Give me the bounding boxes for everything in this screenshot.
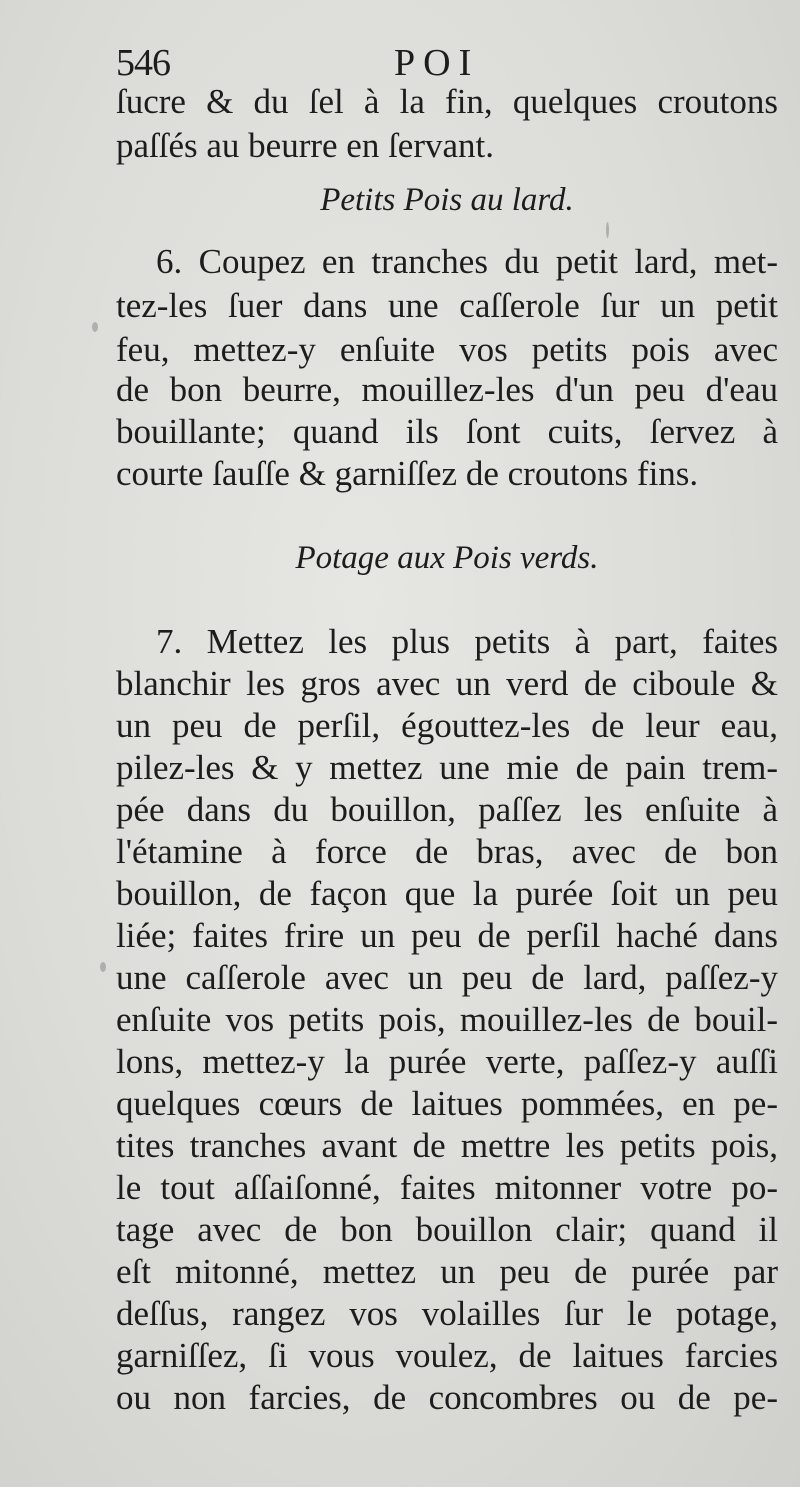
text-line: ſucre & du ſel à la fin, quelques croutons <box>116 82 778 121</box>
text-line: bouillante; quand ils ſont cuits, ſervez à <box>116 412 778 451</box>
text-line: pée dans du bouillon, paſſez les enſuite à <box>116 790 778 829</box>
section-heading-potage-aux-pois-verds: Potage aux Pois verds. <box>295 540 599 576</box>
text-line: courte ſauſſe & garniſſez de croutons fins. <box>116 454 699 493</box>
text-line: paſſés au beurre en ſervant. <box>116 126 495 165</box>
ink-speck <box>100 962 106 972</box>
text-line: un peu de perſil, égouttez-les de leur eau, <box>116 706 778 745</box>
ink-speck <box>92 322 98 332</box>
text-line: eſt mitonné, mettez un peu de purée par <box>116 1252 778 1291</box>
text-line: ou non farcies, de concombres ou de pe- <box>116 1378 778 1417</box>
text-line: le tout aſſaiſonné, faites mitonner votre po- <box>116 1168 778 1207</box>
text-line: tage avec de bon bouillon clair; quand il <box>116 1210 778 1249</box>
text-line: 7. Mettez les plus petits à part, faites <box>156 622 778 661</box>
text-line: garniſſez, ſi vous voulez, de laitues farcies <box>116 1336 778 1375</box>
text-line: pilez-les & y mettez une mie de pain trem- <box>116 748 778 787</box>
text-line: deſſus, rangez vos volailles ſur le potage, <box>116 1294 778 1333</box>
ink-speck <box>606 222 609 238</box>
text-line: l'étamine à force de bras, avec de bon <box>116 832 778 871</box>
text-line: bouillon, de façon que la purée ſoit un peu <box>116 874 778 913</box>
text-line: tites tranches avant de mettre les petits pois, <box>116 1126 778 1165</box>
text-line: feu, mettez-y enſuite vos petits pois avec <box>116 330 778 369</box>
running-head: POI <box>394 42 480 84</box>
text-line: enſuite vos petits pois, mouillez-les de bouil- <box>116 1000 778 1039</box>
text-line: de bon beurre, mouillez-les d'un peu d'eau <box>116 370 778 409</box>
text-line: 6. Coupez en tranches du petit lard, met- <box>156 242 778 281</box>
text-line: blanchir les gros avec un verd de ciboule & <box>116 664 778 703</box>
text-line: quelques cœurs de laitues pommées, en pe- <box>116 1084 778 1123</box>
text-line: lons, mettez-y la purée verte, paſſez-y auſſi <box>116 1042 778 1081</box>
text-line: liée; faites frire un peu de perſil haché dans <box>116 916 778 955</box>
page-number: 546 <box>116 42 170 84</box>
text-line: tez-les ſuer dans une caſſerole ſur un petit <box>116 286 778 325</box>
text-line: une caſſerole avec un peu de lard, paſſez-y <box>116 958 778 997</box>
section-heading-petits-pois-au-lard: Petits Pois au lard. <box>320 182 574 218</box>
